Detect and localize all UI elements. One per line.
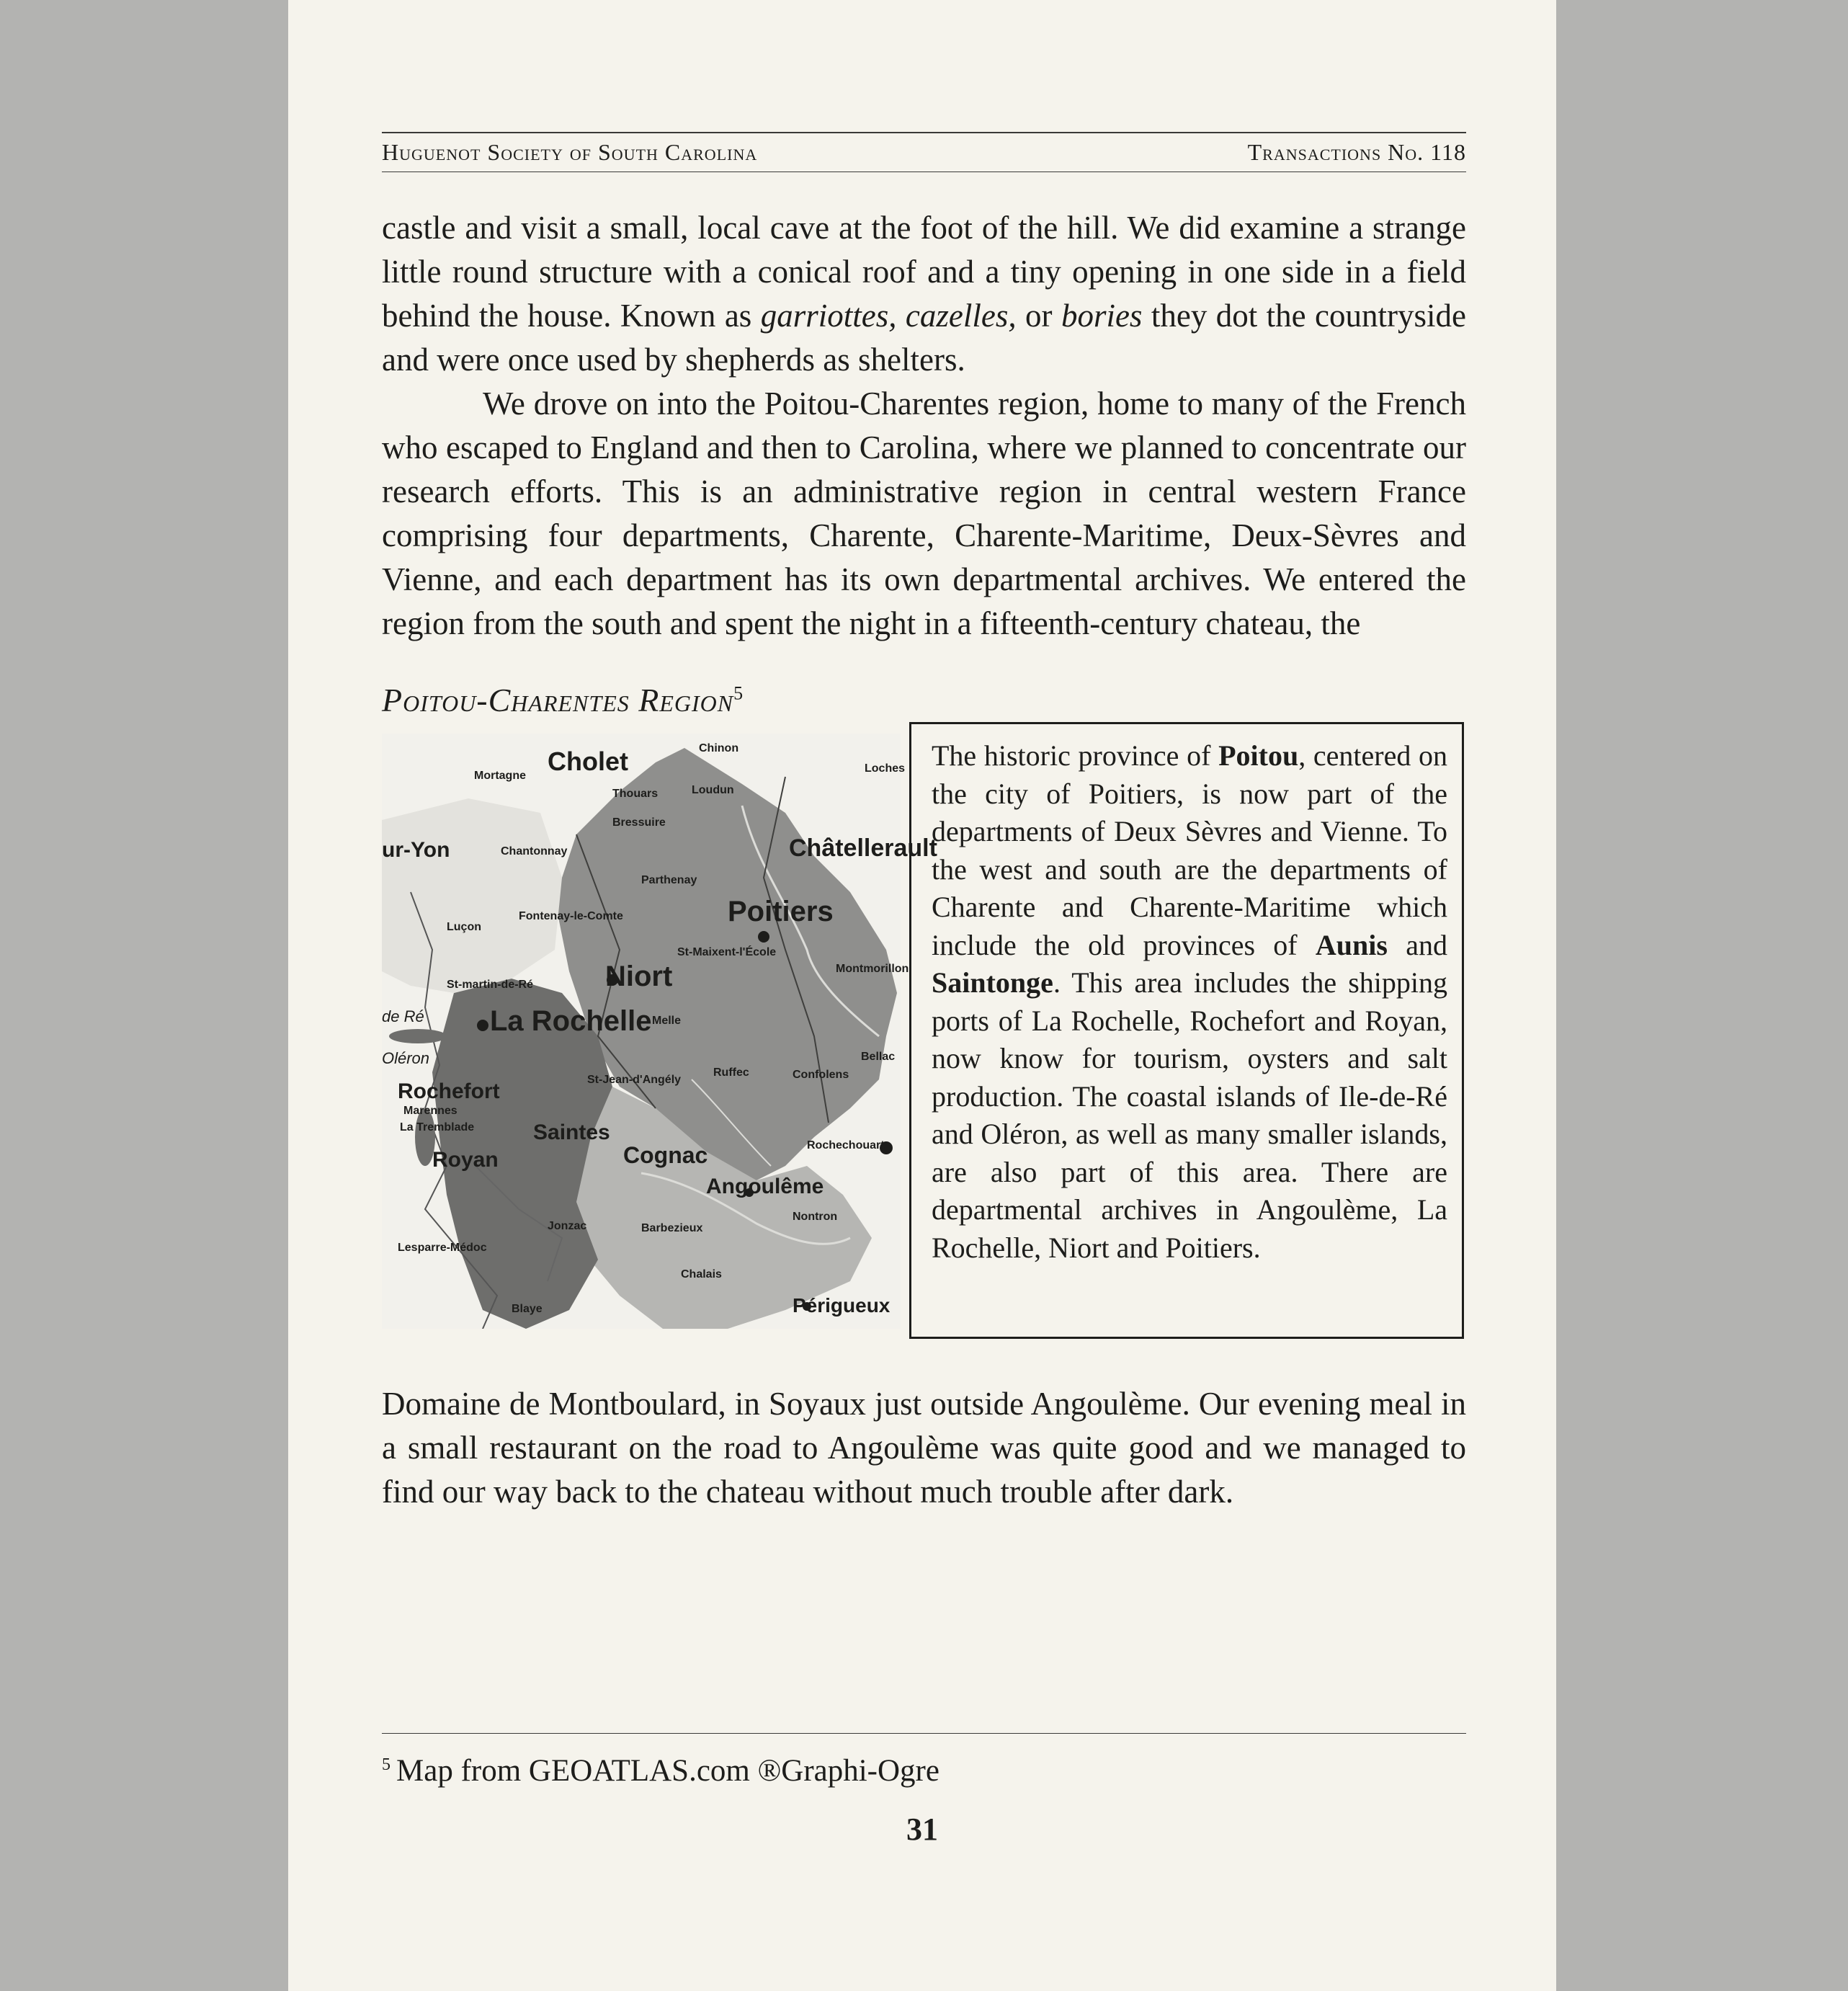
label-bellac: Bellac bbox=[861, 1051, 896, 1063]
label-montmorillon: Montmorillon bbox=[836, 963, 909, 975]
label-st-jean: St-Jean-d'Angély bbox=[587, 1074, 682, 1086]
header-left: Huguenot Society of South Carolina bbox=[382, 139, 758, 165]
body-bottom bbox=[382, 1382, 1466, 1514]
label-la-rochelle: La Rochelle bbox=[490, 1005, 652, 1037]
info-box: The historic province of Poitou, centered on the city of Poitiers, is now part of the departments of Deux Sèvres and Vienne. To the west and south are the departments of Charente and Charente-Maritime which include the old provinces of Aunis and Saintonge. This area includes the shipping ports of La Rochelle, Rochefort and Royan, now know for tourism, oysters and salt production. The coastal islands of Ile-de-Ré and Oléron, as well as many smaller islands, are also part of this area. There are departmental archives in Angoulème, La Rochelle, Niort and Poitiers. bbox=[909, 722, 1464, 1339]
paragraph-1: castle and visit a small, local cave at the foot of the hill. We did examine a strange little round structure with a conical roof and a tiny opening in one side in a field behind the house. Known as garriottes, cazelles, or bories they dot the countryside and were once used by shepherds as shelters. bbox=[382, 210, 1466, 378]
label-chantonnay: Chantonnay bbox=[501, 845, 568, 858]
footnote-ref: 5 bbox=[733, 682, 744, 704]
footnote bbox=[382, 1753, 939, 1789]
term-poitou: Poitou bbox=[1218, 739, 1299, 772]
label-barbezieux: Barbezieux bbox=[641, 1222, 703, 1234]
label-rochefort: Rochefort bbox=[398, 1079, 500, 1103]
term-garriottes: garriottes, cazelles, bbox=[760, 298, 1017, 334]
label-melle: Melle bbox=[652, 1015, 682, 1027]
header-top-rule bbox=[382, 132, 1466, 133]
label-chatellerault: Châtellerault bbox=[789, 834, 937, 862]
label-oleron: Oléron bbox=[382, 1049, 430, 1067]
label-marennes: Marennes bbox=[403, 1105, 457, 1117]
label-la-tremblade: La Tremblade bbox=[400, 1121, 475, 1133]
label-parthenay: Parthenay bbox=[641, 874, 697, 886]
label-rochechouart: Rochechouart bbox=[807, 1139, 885, 1152]
label-st-maixent: St-Maixent-l'École bbox=[677, 946, 777, 958]
body-top bbox=[382, 206, 1466, 646]
label-jonzac: Jonzac bbox=[548, 1220, 587, 1232]
label-st-martin: St-martin-de-Ré bbox=[447, 979, 534, 991]
term-saintonge: Saintonge bbox=[932, 966, 1053, 999]
label-angouleme: Angoulême bbox=[706, 1175, 824, 1198]
label-chinon: Chinon bbox=[699, 742, 739, 754]
label-saintes: Saintes bbox=[533, 1121, 610, 1144]
label-ruffec: Ruffec bbox=[713, 1066, 749, 1079]
label-loches: Loches bbox=[865, 762, 906, 775]
label-perigueux: Périgueux bbox=[793, 1294, 890, 1317]
term-bories: bories bbox=[1061, 298, 1143, 334]
label-lucon: Luçon bbox=[447, 921, 481, 933]
paragraph-3: Domaine de Montboulard, in Soyaux just outside Angoulème. Our evening meal in a small restaurant on the road to Angoulème was quite good and we managed to find our way back to the chateau without much trouble after dark. bbox=[382, 1386, 1466, 1510]
footnote-text: Map from GEOATLAS.com ®Graphi-Ogre bbox=[396, 1754, 939, 1788]
label-bressuire: Bressuire bbox=[612, 816, 666, 829]
region-map bbox=[382, 734, 937, 1329]
page-number: 31 bbox=[906, 1812, 938, 1847]
label-fontenay: Fontenay-le-Comte bbox=[519, 910, 623, 922]
label-cognac: Cognac bbox=[623, 1142, 708, 1168]
label-niort: Niort bbox=[605, 961, 673, 992]
label-chalais: Chalais bbox=[681, 1268, 722, 1280]
label-royan: Royan bbox=[432, 1148, 499, 1172]
label-de-re: de Ré bbox=[382, 1007, 424, 1025]
header-right: Transactions No. 118 bbox=[1247, 139, 1466, 165]
footnote-number: 5 bbox=[382, 1755, 390, 1774]
label-cholet: Cholet bbox=[548, 747, 628, 776]
label-lesparre: Lesparre-Médoc bbox=[398, 1242, 487, 1254]
footnote-rule bbox=[382, 1733, 1466, 1734]
term-aunis: Aunis bbox=[1315, 928, 1388, 961]
label-mortagne: Mortagne bbox=[474, 770, 526, 782]
label-yon: ur-Yon bbox=[382, 838, 450, 862]
map-title: Poitou-Charentes Region$^5$ bbox=[382, 682, 744, 718]
label-confolens: Confolens bbox=[793, 1069, 849, 1081]
label-loudun: Loudun bbox=[692, 784, 734, 796]
label-nontron: Nontron bbox=[793, 1211, 838, 1223]
label-poitiers: Poitiers bbox=[728, 896, 834, 927]
paragraph-2: We drove on into the Poitou-Charentes region, home to many of the French who escaped to England and then to Carolina, where we planned to concentrate our research efforts. This is an administrative region in central western France comprising four departments, Charente, Charente-Maritime, Deux-Sèvres and Vienne, and each department has its own departmental archives. We entered the region from the south and spent the night in a fifteenth-century chateau, the bbox=[382, 386, 1466, 641]
label-thouars: Thouars bbox=[612, 788, 659, 800]
label-blaye: Blaye bbox=[512, 1303, 543, 1315]
